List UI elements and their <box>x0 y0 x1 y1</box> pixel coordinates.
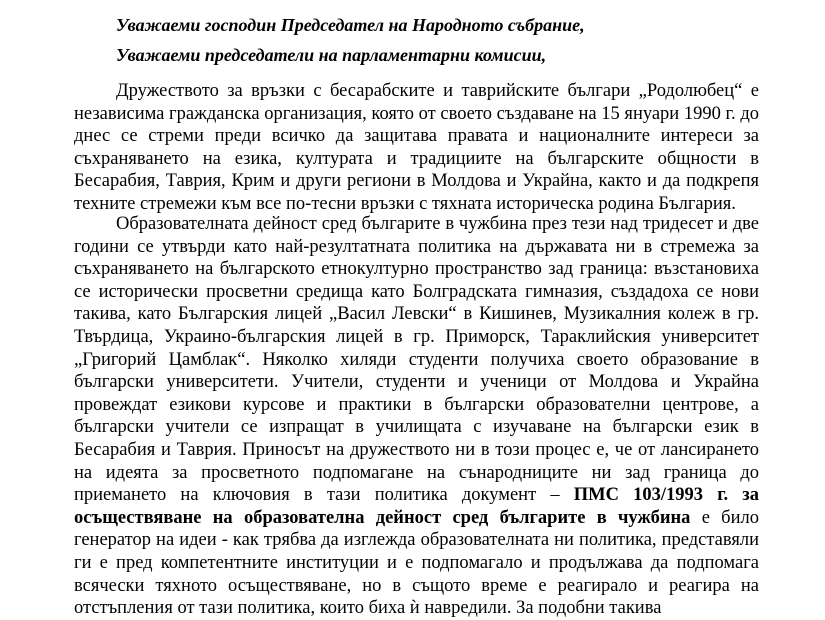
salutation-committee-chairs: Уважаеми председатели на парламентарни комисии, <box>116 45 547 65</box>
paragraph-text-before: Образователната дейност сред българите в чужбина през тези над тридесет и две години се утвърди като най-резултатната политика на държавата ни в стремежа за съхраняването на българското етнокултурно пространство зад граница: възстановиха се исторически просветни средища като Болградската гимназия, създадоха се нови такива, като Българския лицей „Васил Левски“ в Кишинев, Музикалния колеж в гр. Твърдица, Украино-българския лицей в гр. Приморск, Тараклийския университет „Григорий Цамблак“. Няколко хиляди студенти получиха своето образование в български университети. Учители, студенти и ученици от Молдова и Украйна провеждат езикови курсове и практики в български образователни центрове, а български учители се изпращат в училищата с изучаване на български език в Бесарабия и Таврия. Приносът на дружеството ни в този процес е, че от лансирането на идеята за просветното подпомагане на сънародниците ни зад граница до приемането на ключовия в тази политика документ – <box>74 214 759 506</box>
paragraph-education-policy <box>74 213 759 620</box>
paragraph-text-after: е било генератор на идеи - как трябва да изглежда образователната ни политика, представяли ги е пред компетентните институции и е подпомагало и продължава да подпомага всячески тяхното осъществяване, но в същото време е реагирало и реагира на отстъпления от тази политика, които биха ѝ навредили. За подобни такива <box>74 507 759 619</box>
decree-reference: ПМС 103/1993 г. за осъществяване на образователна дейност сред българите в чужбина <box>74 485 759 528</box>
paragraph-society-intro: Дружеството за връзки с бесарабските и таврийските българи „Родолюбец“ е независима гражданска организация, която от своето създаване на 15 януари 1990 г. до днес се стреми преди всичко да защитава правата и националните интереси за съхраняването на езика, културата и традициите на българските общности в Бесарабия, Таврия, Крим и други региони в Молдова и Украйна, както и да подкрепя техните стремежи към все по-тесни връзки с тяхната историческа родина България. <box>74 81 759 214</box>
salutation-chairman: Уважаеми господин Председател на Народното събрание, <box>116 15 585 35</box>
